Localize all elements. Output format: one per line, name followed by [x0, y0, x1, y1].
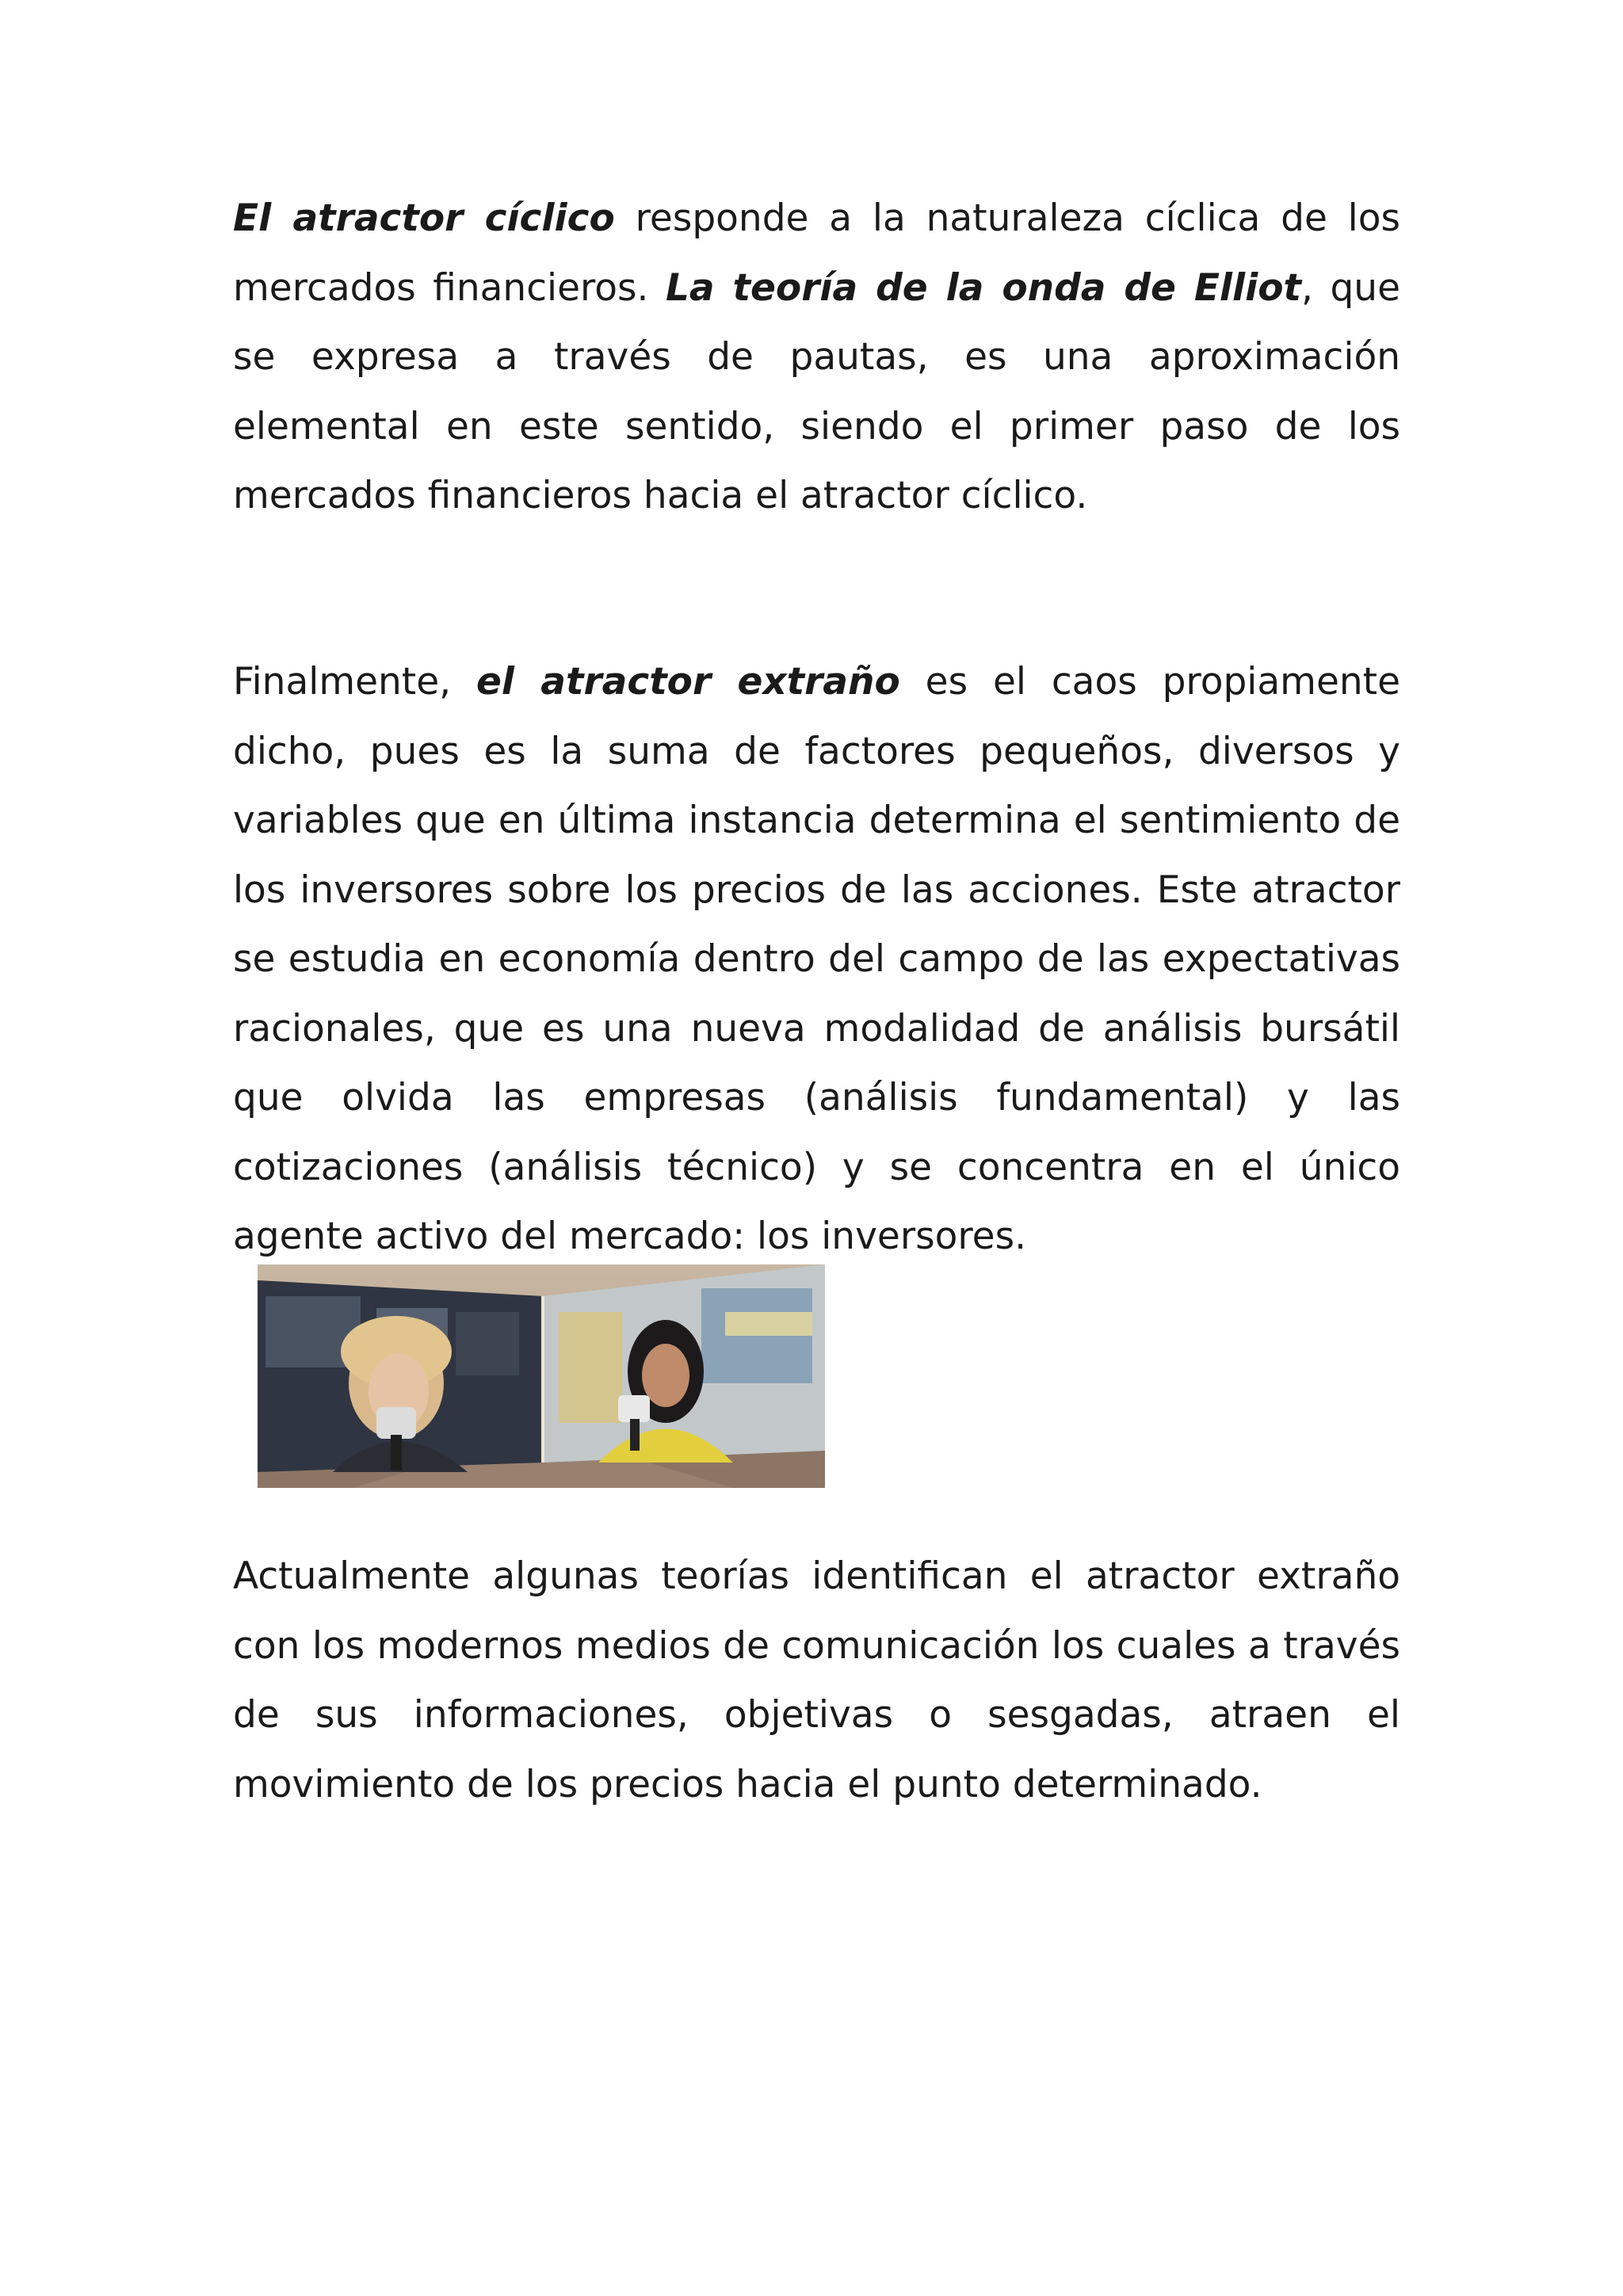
paragraph-strange-attractor: [233, 647, 1400, 1272]
term-strange-attractor: el atractor extraño: [475, 660, 900, 704]
paragraph-media: [233, 1542, 1400, 1819]
paragraph-text: , que se expresa a través de pautas, es una aproximación elemental en este sentido, siendo el primer paso de los mercados financieros hacia el atractor cíclico.: [233, 265, 1400, 517]
news-reporters-photo: [258, 1264, 825, 1488]
term-elliott-wave: La teoría de la onda de Elliot: [665, 265, 1302, 310]
paragraph-text: es el caos propiamente dicho, pues es la suma de factores pequeños, diversos y variables que en última instancia determina el sentimiento de los inversores sobre los precios de las acciones. Este atractor se estudia en economía dentro del campo de las expectativas racionales, que es una nueva modalidad de análisis bursátil que olvida las empresas (análisis fundamental) y las cotizaciones (análisis técnico) y se concentra en el único agente activo del mercado: los inversores.: [233, 660, 1400, 1258]
paragraph-text: responde a la naturaleza cíclica de los mercados financieros.: [233, 196, 1400, 310]
paragraph-cyclic-attractor: [233, 184, 1400, 531]
paragraph-text: Finalmente,: [233, 660, 476, 704]
paragraph-text: Actualmente algunas teorías identifican el atractor extraño con los modernos medios de comunicación los cuales a través de sus informaciones, objetivas o sesgadas, atraen el movimiento de los precios hacia el punto determinado.: [233, 1554, 1400, 1806]
term-cyclic-attractor: El atractor cíclico: [233, 196, 615, 240]
